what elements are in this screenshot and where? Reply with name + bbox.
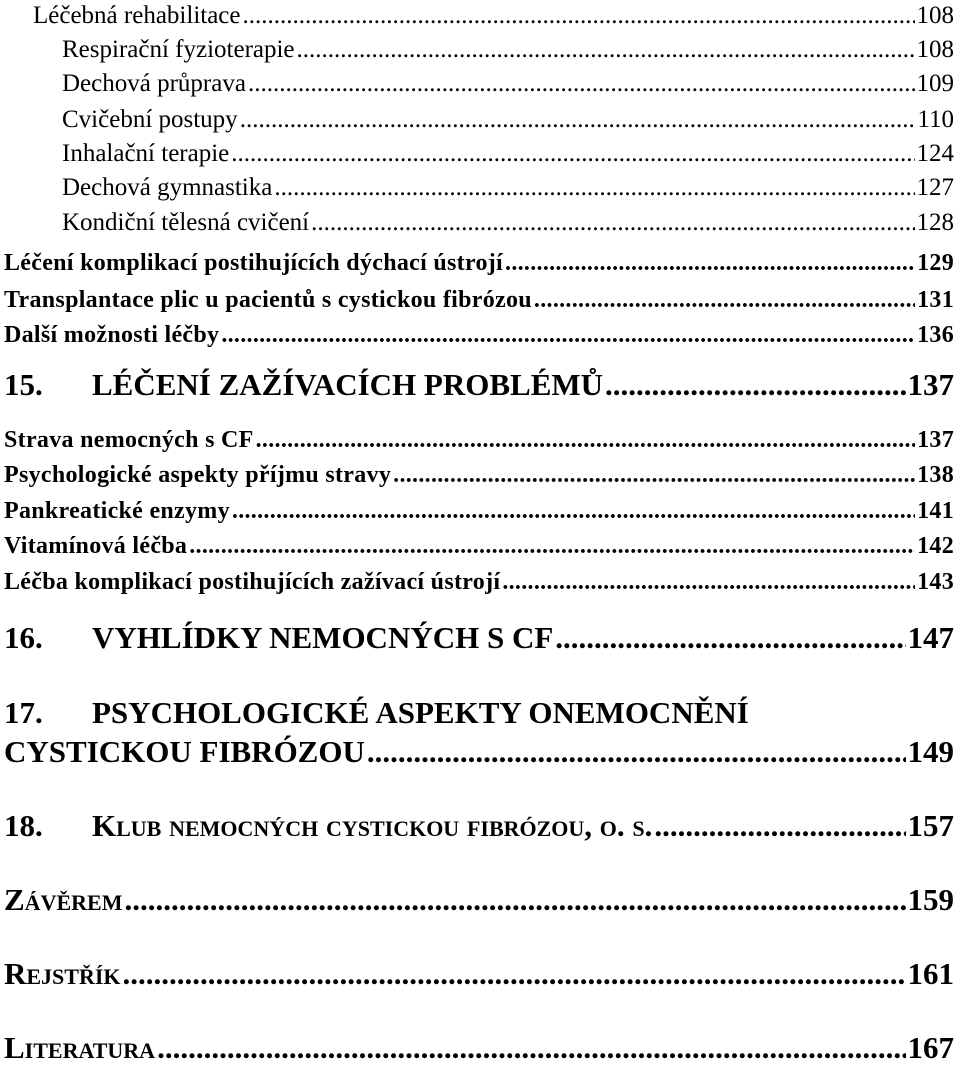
toc-entry[interactable] bbox=[0, 174, 954, 202]
toc-chapter-title bbox=[4, 695, 749, 731]
toc-entry-title: Psychologické aspekty příjmu stravy bbox=[4, 462, 392, 488]
chapter-number: 17. bbox=[4, 695, 43, 730]
toc-chapter-page: 161 bbox=[907, 956, 954, 991]
toc-entry-page: 131 bbox=[917, 287, 954, 313]
chapter-title-text: VYHLÍDKY NEMOCNÝCH S CF bbox=[92, 620, 554, 655]
dot-leader bbox=[123, 956, 906, 992]
chapter-number: 16. bbox=[4, 620, 43, 655]
toc-chapter-title bbox=[4, 808, 652, 844]
dot-leader bbox=[311, 209, 914, 237]
dot-leader bbox=[393, 462, 915, 489]
toc-chapter-first-line[interactable] bbox=[0, 695, 954, 731]
toc-entry-title: Dechová gymnastika bbox=[62, 174, 273, 201]
toc-entry-page: 143 bbox=[917, 569, 954, 595]
toc-entry-page: 136 bbox=[917, 322, 954, 348]
toc-entry[interactable] bbox=[0, 106, 954, 134]
toc-entry-title: Respirační fyzioterapie bbox=[62, 36, 295, 63]
dot-leader bbox=[367, 734, 906, 770]
toc-entry[interactable] bbox=[0, 287, 954, 314]
toc-entry-page: 108 bbox=[916, 36, 954, 63]
toc-chapter-title: Literatura bbox=[4, 1030, 156, 1065]
toc-entry[interactable] bbox=[0, 70, 954, 98]
toc-chapter-page: 159 bbox=[907, 882, 954, 917]
toc-entry-title: Pankreatické enzymy bbox=[4, 498, 230, 524]
chapter-title-continuation: CYSTICKOU FIBRÓZOU bbox=[4, 734, 365, 769]
dot-leader bbox=[274, 174, 914, 202]
toc-entry-title: Transplantace plic u pacientů s cystickou fibrózou bbox=[4, 287, 532, 313]
toc-chapter[interactable] bbox=[0, 1030, 954, 1066]
chapter-number: 15. bbox=[4, 367, 43, 402]
dot-leader bbox=[232, 498, 915, 525]
toc-entry-page: 137 bbox=[917, 427, 954, 453]
dot-leader bbox=[124, 882, 905, 918]
dot-leader bbox=[297, 36, 915, 64]
toc-chapter[interactable] bbox=[0, 620, 954, 656]
toc-entry-title: Strava nemocných s CF bbox=[4, 427, 254, 453]
toc-entry-title: Léčení komplikací postihujících dýchací ústrojí bbox=[4, 250, 504, 276]
toc-entry-title: Léčebná rehabilitace bbox=[33, 2, 241, 29]
toc-chapter[interactable] bbox=[0, 956, 954, 992]
dot-leader bbox=[605, 367, 905, 403]
toc-entry-page: 138 bbox=[917, 462, 954, 488]
toc-chapter[interactable] bbox=[0, 367, 954, 403]
toc-chapter-page: 157 bbox=[907, 808, 954, 843]
dot-leader bbox=[221, 322, 915, 349]
toc-entry-title: Dechová průprava bbox=[62, 70, 246, 97]
toc-entry-page: 128 bbox=[916, 209, 954, 236]
toc-chapter[interactable] bbox=[0, 882, 954, 918]
toc-entry[interactable] bbox=[0, 36, 954, 64]
toc-entry[interactable] bbox=[0, 140, 954, 168]
dot-leader bbox=[243, 2, 915, 30]
dot-leader bbox=[534, 287, 915, 314]
toc-chapter-page: 137 bbox=[907, 367, 954, 402]
dot-leader bbox=[654, 808, 905, 844]
dot-leader bbox=[505, 250, 915, 277]
chapter-title-text: LÉČENÍ ZAŽÍVACÍCH PROBLÉMŮ bbox=[92, 367, 604, 402]
dot-leader bbox=[248, 70, 915, 98]
toc-entry-page: 129 bbox=[917, 250, 954, 276]
toc-chapter-title bbox=[4, 620, 553, 656]
toc-entry-page: 110 bbox=[917, 106, 954, 133]
dot-leader bbox=[189, 533, 915, 560]
toc-entry[interactable] bbox=[0, 533, 954, 560]
chapter-title-text: PSYCHOLOGICKÉ ASPEKTY ONEMOCNĚNÍ bbox=[92, 695, 749, 730]
dot-leader bbox=[502, 569, 915, 596]
toc-entry[interactable] bbox=[0, 462, 954, 489]
chapter-number: 18. bbox=[4, 808, 43, 843]
toc-entry[interactable] bbox=[0, 2, 954, 30]
toc-entry[interactable] bbox=[0, 209, 954, 237]
toc-chapter-title bbox=[4, 367, 603, 403]
toc-chapter-title: Rejstřík bbox=[4, 956, 121, 991]
toc-entry[interactable] bbox=[0, 427, 954, 454]
toc-entry-page: 142 bbox=[917, 533, 954, 559]
toc-entry-title: Léčba komplikací postihujících zažívací ústrojí bbox=[4, 569, 501, 595]
toc-entry-page: 109 bbox=[916, 70, 954, 97]
toc-chapter-page: 149 bbox=[907, 734, 954, 769]
toc-entry-page: 108 bbox=[916, 2, 954, 29]
toc-chapter-page: 167 bbox=[907, 1030, 954, 1065]
toc-chapter[interactable] bbox=[0, 808, 954, 844]
toc-entry[interactable] bbox=[0, 322, 954, 349]
toc-chapter[interactable] bbox=[0, 734, 954, 770]
toc-entry-title: Vitamínová léčba bbox=[4, 533, 188, 559]
chapter-title-text: Klub nemocných cystickou fibrózou, o. s. bbox=[92, 808, 653, 843]
toc-entry-page: 124 bbox=[916, 140, 954, 167]
dot-leader bbox=[157, 1030, 905, 1066]
dot-leader bbox=[256, 427, 915, 454]
toc-entry-title: Inhalační terapie bbox=[62, 140, 230, 167]
toc-entry-page: 127 bbox=[916, 174, 954, 201]
dot-leader bbox=[231, 140, 914, 168]
dot-leader bbox=[240, 106, 916, 134]
toc-entry-title: Další možnosti léčby bbox=[4, 322, 220, 348]
toc-entry[interactable] bbox=[0, 498, 954, 525]
toc-chapter-title: Závěrem bbox=[4, 882, 123, 917]
toc-entry-page: 141 bbox=[917, 498, 954, 524]
toc-entry-title: Kondiční tělesná cvičení bbox=[62, 209, 310, 236]
toc-entry[interactable] bbox=[0, 250, 954, 277]
toc-chapter-page: 147 bbox=[907, 620, 954, 655]
dot-leader bbox=[555, 620, 905, 656]
toc-entry[interactable] bbox=[0, 569, 954, 596]
toc-entry-title: Cvičební postupy bbox=[62, 106, 238, 133]
